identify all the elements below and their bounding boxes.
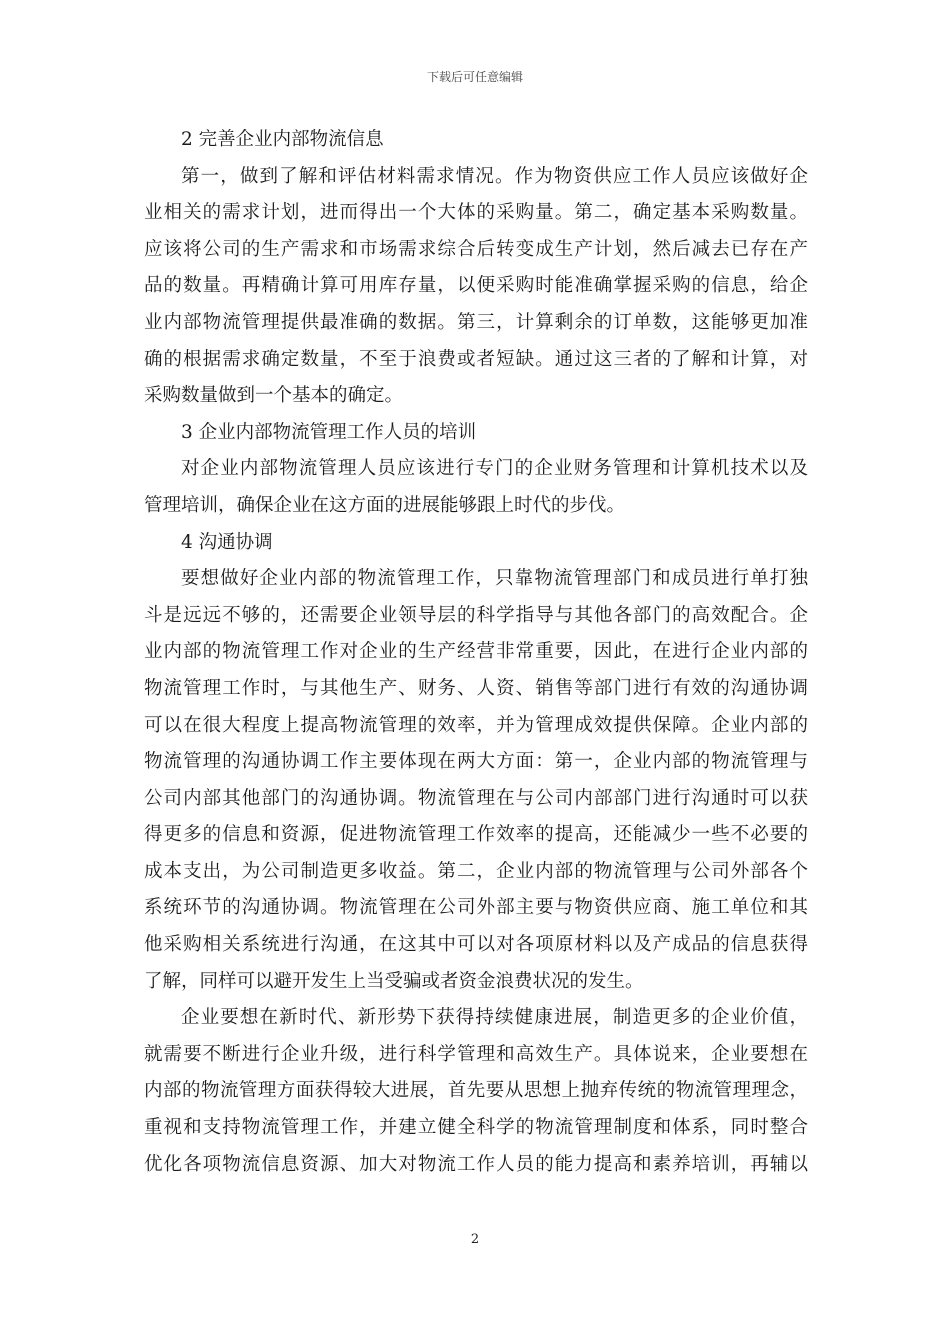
text-line: 就需要不断进行企业升级，进行科学管理和高效生产。具体说来，企业要想在 [144, 1043, 808, 1065]
text-line: 内部的物流管理方面获得较大进展，首先要从思想上抛弃传统的物流管理理念， [144, 1080, 808, 1102]
text-line: 业内部的物流管理工作对企业的生产经营非常重要，因此，在进行企业内部的 [144, 641, 808, 663]
text-line: 企业要想在新时代、新形势下获得持续健康进展，制造更多的企业价值， [181, 1007, 808, 1029]
text-line: 业内部物流管理提供最准确的数据。第三，计算剩余的订单数，这能够更加准 [144, 311, 808, 333]
text-line: 应该将公司的生产需求和市场需求综合后转变成生产计划，然后减去已存在产 [144, 238, 808, 260]
text-line: 得更多的信息和资源，促进物流管理工作效率的提高，还能减少一些不必要的 [144, 824, 808, 846]
text-line: 物流管理的沟通协调工作主要体现在两大方面：第一，企业内部的物流管理与 [144, 751, 808, 773]
text-line: 第一，做到了解和评估材料需求情况。作为物资供应工作人员应该做好企 [181, 165, 808, 187]
text-line: 系统环节的沟通协调。物流管理在公司外部主要与物资供应商、施工单位和其 [144, 897, 808, 919]
text-line: 业相关的需求计划，进而得出一个大体的采购量。第二，确定基本采购数量。 [144, 202, 808, 224]
text-line: 公司内部其他部门的沟通协调。物流管理在与公司内部部门进行沟通时可以获 [144, 787, 808, 809]
document-body [144, 122, 808, 1183]
page-header: 下载后可任意编辑 [426, 70, 523, 84]
text-line: 采购数量做到一个基本的确定。 [144, 385, 404, 407]
page-number: 2 [470, 1232, 480, 1247]
text-line: 对企业内部物流管理人员应该进行专门的企业财务管理和计算机技术以及 [181, 458, 808, 480]
text-line: 成本支出，为公司制造更多收益。第二，企业内部的物流管理与公司外部各个 [144, 860, 808, 882]
text-line: 优化各项物流信息资源、加大对物流工作人员的能力提高和素养培训，再辅以 [144, 1153, 808, 1175]
text-line: 品的数量。再精确计算可用库存量，以便采购时能准确掌握采购的信息，给企 [144, 275, 808, 297]
text-line: 2 完善企业内部物流信息 [181, 129, 384, 150]
text-line: 他采购相关系统进行沟通，在这其中可以对各项原材料以及产成品的信息获得 [144, 934, 808, 956]
text-line: 管理培训，确保企业在这方面的进展能够跟上时代的步伐。 [144, 494, 626, 516]
text-line: 3 企业内部物流管理工作人员的培训 [181, 421, 477, 443]
text-line: 重视和支持物流管理工作，并建立健全科学的物流管理制度和体系，同时整合 [144, 1117, 808, 1139]
text-line: 4 沟通协调 [181, 531, 273, 553]
text-line: 斗是远远不够的，还需要企业领导层的科学指导与其他各部门的高效配合。企 [144, 604, 808, 626]
text-line: 了解，同样可以避开发生上当受骗或者资金浪费状况的发生。 [144, 970, 644, 992]
text-line: 确的根据需求确定数量，不至于浪费或者短缺。通过这三者的了解和计算，对 [144, 348, 808, 370]
text-line: 要想做好企业内部的物流管理工作，只靠物流管理部门和成员进行单打独 [181, 568, 808, 590]
text-line: 可以在很大程度上提高物流管理的效率，并为管理成效提供保障。企业内部的 [144, 714, 808, 736]
text-line: 物流管理工作时，与其他生产、财务、人资、销售等部门进行有效的沟通协调 [144, 677, 808, 699]
